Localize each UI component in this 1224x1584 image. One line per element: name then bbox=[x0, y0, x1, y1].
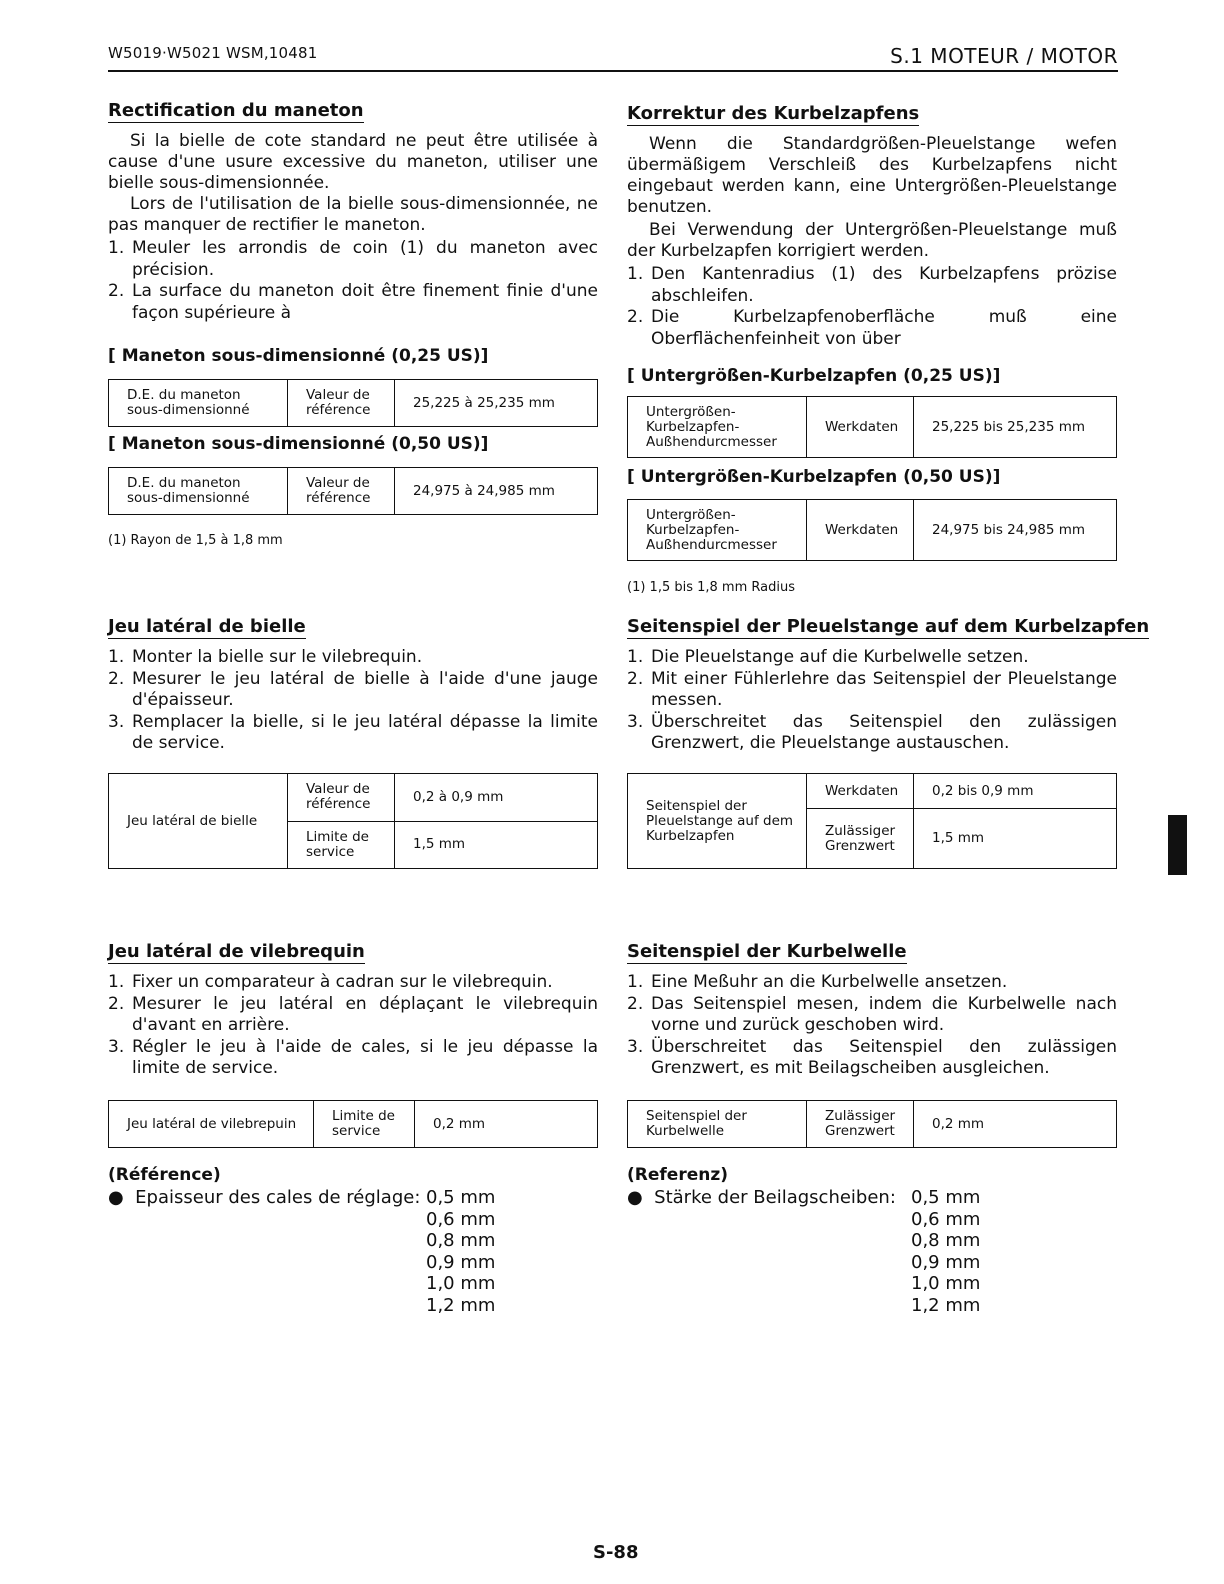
table-cell: Jeu latéral de bielle bbox=[109, 774, 288, 869]
de-crankpin-para1: Wenn die Standardgrößen-Pleuelstange wefen übermäßigem Verschleiß des Kurbelzapfens nicht eingebaut werden kann, eine Untergrößen-Pleuelstange benutzen. bbox=[627, 134, 1117, 217]
de-shim-values bbox=[911, 1187, 980, 1316]
de-shim-list bbox=[627, 1187, 1117, 1327]
fr-table-050 bbox=[108, 467, 598, 515]
fr-crankpin-para2: Lors de l'utilisation de la bielle sous-dimensionnée, ne pas manquer de rectifier le maneton. bbox=[108, 194, 598, 235]
de-table-025-wrap bbox=[627, 396, 1117, 458]
shim-value: 1,2 mm bbox=[426, 1294, 496, 1316]
table-cell: Werkdaten bbox=[807, 397, 914, 458]
header-rule bbox=[108, 70, 1118, 72]
fr-rod-side-table-wrap bbox=[108, 773, 598, 869]
fr-crankpin-steps bbox=[108, 238, 598, 324]
table-cell: 25,225 bis 25,235 mm bbox=[914, 397, 1117, 458]
table-cell: Valeur de référence bbox=[288, 774, 395, 822]
shim-value: 0,5 mm bbox=[426, 1187, 496, 1208]
de-section-crankpin bbox=[627, 103, 1117, 350]
table-cell: Limite de service bbox=[288, 821, 395, 869]
de-footnote: (1) 1,5 bis 1,8 mm Radius bbox=[627, 580, 795, 595]
list-item: 2. La surface du maneton doit être finement finie d'une façon supérieure à bbox=[108, 281, 598, 323]
list-item: 3. Remplacer la bielle, si le jeu latéral dépasse la limite de service. bbox=[108, 711, 598, 753]
table-cell: 0,2 mm bbox=[914, 1101, 1117, 1148]
table-cell: Untergrößen-Kurbelzapfen-Außhendurcmesser bbox=[628, 500, 807, 561]
table-cell: 25,225 à 25,235 mm bbox=[395, 380, 598, 427]
table-cell: Seitenspiel der Pleuelstange auf dem Kurbelzapfen bbox=[628, 774, 807, 869]
de-shim-label: Stärke der Beilagscheiben: bbox=[654, 1187, 896, 1208]
list-item: 1. Den Kantenradius (1) des Kurbelzapfens prözise abschleifen. bbox=[627, 264, 1117, 306]
de-crank-side-steps bbox=[627, 972, 1117, 1080]
section-title: S.1 MOTEUR / MOTOR bbox=[890, 44, 1118, 68]
fr-crank-side-title: Jeu latéral de vilebrequin bbox=[108, 941, 365, 962]
table-cell: Zulässiger Grenzwert bbox=[807, 809, 914, 869]
fr-crank-side-table bbox=[108, 1100, 598, 1148]
fr-table-025-wrap bbox=[108, 379, 598, 427]
shim-value: 0,8 mm bbox=[426, 1230, 496, 1251]
table-cell: Seitenspiel der Kurbelwelle bbox=[628, 1101, 807, 1148]
shim-value: 0,8 mm bbox=[911, 1230, 981, 1251]
chapter-tab-marker bbox=[1168, 815, 1187, 875]
list-item: 2. Mesurer le jeu latéral de bielle à l'aide d'une jauge d'épaisseur. bbox=[108, 668, 598, 710]
de-section-crank-side bbox=[627, 941, 1117, 1080]
fr-shim-list bbox=[108, 1187, 598, 1327]
bullet-icon: ● bbox=[627, 1187, 643, 1208]
table-cell: 24,975 bis 24,985 mm bbox=[914, 500, 1117, 561]
table-cell: 1,5 mm bbox=[914, 809, 1117, 869]
de-rod-side-table bbox=[627, 773, 1117, 869]
de-crankpin-para2: Bei Verwendung der Untergrößen-Pleuelstange muß der Kurbelzapfen korrigiert werden. bbox=[627, 220, 1117, 261]
table-cell: Werkdaten bbox=[807, 774, 914, 809]
fr-section-rod-side bbox=[108, 616, 598, 755]
doc-code: W5019·W5021 WSM,10481 bbox=[108, 44, 318, 62]
de-undersize-025 bbox=[627, 366, 1117, 386]
de-reference bbox=[627, 1165, 1117, 1327]
list-item: 2. Mesurer le jeu latéral en déplaçant le vilebrequin d'avant en arrière. bbox=[108, 993, 598, 1035]
fr-sub-025: [ Maneton sous-dimensionné (0,25 US)] bbox=[108, 346, 489, 366]
shim-value: 0,9 mm bbox=[911, 1251, 981, 1273]
fr-reference bbox=[108, 1165, 598, 1327]
list-item: 3. Überschreitet das Seitenspiel den zulässigen Grenzwert, die Pleuelstange austauschen. bbox=[627, 711, 1117, 753]
table-cell: Untergrößen-Kurbelzapfen-Außhendurcmesser bbox=[628, 397, 807, 458]
fr-shim-label: Epaisseur des cales de réglage: bbox=[135, 1187, 421, 1208]
de-crank-side-table bbox=[627, 1100, 1117, 1148]
de-reference-title: (Referenz) bbox=[627, 1165, 728, 1185]
de-crankpin-steps bbox=[627, 264, 1117, 350]
list-item: 2. Mit einer Fühlerlehre das Seitenspiel der Pleuelstange messen. bbox=[627, 668, 1117, 710]
table-cell: 0,2 à 0,9 mm bbox=[395, 774, 598, 822]
list-item: 1. Monter la bielle sur le vilebrequin. bbox=[108, 647, 423, 667]
list-item: 1. Eine Meßuhr an die Kurbelwelle ansetzen. bbox=[627, 972, 1008, 992]
table-cell: Valeur de référence bbox=[288, 468, 395, 515]
shim-value: 1,0 mm bbox=[426, 1273, 496, 1294]
de-rod-side-table-wrap bbox=[627, 773, 1117, 869]
list-item: 3. Überschreitet das Seitenspiel den zulässigen Grenzwert, es mit Beilagscheiben ausgleichen. bbox=[627, 1036, 1117, 1078]
table-cell: 0,2 bis 0,9 mm bbox=[914, 774, 1117, 809]
de-crankpin-title: Korrektur des Kurbelzapfens bbox=[627, 103, 920, 124]
fr-undersize-050 bbox=[108, 434, 598, 454]
de-shim-label-row bbox=[627, 1187, 896, 1209]
fr-crankpin-para1: Si la bielle de cote standard ne peut être utilisée à cause d'une usure excessive du maneton, utiliser une bielle sous-dimensionnée. bbox=[108, 131, 598, 193]
fr-rod-side-steps bbox=[108, 647, 598, 755]
list-item: 2. Die Kurbelzapfenoberfläche muß eine Oberflächenfeinheit von über bbox=[627, 307, 1117, 349]
table-cell: Werkdaten bbox=[807, 500, 914, 561]
fr-undersize-025 bbox=[108, 346, 598, 366]
de-sub-025: [ Untergrößen-Kurbelzapfen (0,25 US)] bbox=[627, 366, 1001, 386]
list-item: 1. Die Pleuelstange auf die Kurbelwelle setzen. bbox=[627, 647, 1029, 667]
fr-reference-title: (Référence) bbox=[108, 1165, 221, 1185]
de-table-050-wrap bbox=[627, 499, 1117, 561]
list-item: 2. Das Seitenspiel mesen, indem die Kurbelwelle nach vorne und zurück geschoben wird. bbox=[627, 993, 1117, 1035]
de-table-025 bbox=[627, 396, 1117, 458]
table-cell: Zulässiger Grenzwert bbox=[807, 1101, 914, 1148]
fr-table-025 bbox=[108, 379, 598, 427]
shim-value: 1,0 mm bbox=[911, 1273, 981, 1294]
de-crank-side-title: Seitenspiel der Kurbelwelle bbox=[627, 941, 907, 962]
fr-table-050-wrap bbox=[108, 467, 598, 515]
de-crank-side-table-wrap bbox=[627, 1100, 1117, 1148]
fr-crank-side-table-wrap bbox=[108, 1100, 598, 1148]
table-cell: D.E. du maneton sous-dimensionné bbox=[109, 468, 288, 515]
shim-value: 0,9 mm bbox=[426, 1251, 496, 1273]
table-cell: 24,975 à 24,985 mm bbox=[395, 468, 598, 515]
bullet-icon: ● bbox=[108, 1187, 124, 1208]
list-item: 1. Fixer un comparateur à cadran sur le vilebrequin. bbox=[108, 972, 553, 992]
table-cell: 0,2 mm bbox=[415, 1101, 598, 1148]
de-table-050 bbox=[627, 499, 1117, 561]
fr-shim-values bbox=[426, 1187, 495, 1316]
fr-rod-side-title: Jeu latéral de bielle bbox=[108, 616, 306, 637]
fr-crankpin-title: Rectification du maneton bbox=[108, 100, 364, 121]
shim-value: 0,5 mm bbox=[911, 1187, 981, 1208]
fr-section-crankpin bbox=[108, 100, 598, 324]
de-section-rod-side bbox=[627, 616, 1150, 755]
de-rod-side-steps bbox=[627, 647, 1117, 755]
page-number: S-88 bbox=[593, 1542, 639, 1563]
fr-sub-050: [ Maneton sous-dimensionné (0,50 US)] bbox=[108, 434, 489, 454]
fr-footnote: (1) Rayon de 1,5 à 1,8 mm bbox=[108, 533, 283, 548]
table-cell: Jeu latéral de vilebrepuin bbox=[109, 1101, 314, 1148]
list-item: 1. Meuler les arrondis de coin (1) du maneton avec précision. bbox=[108, 238, 598, 280]
de-sub-050: [ Untergrößen-Kurbelzapfen (0,50 US)] bbox=[627, 467, 1001, 487]
de-rod-side-title: Seitenspiel der Pleuelstange auf dem Kurbelzapfen bbox=[627, 616, 1150, 637]
shim-value: 0,6 mm bbox=[911, 1208, 981, 1230]
fr-section-crank-side bbox=[108, 941, 598, 1080]
de-undersize-050 bbox=[627, 467, 1117, 487]
table-cell: Valeur de référence bbox=[288, 380, 395, 427]
shim-value: 0,6 mm bbox=[426, 1208, 496, 1230]
fr-crank-side-steps bbox=[108, 972, 598, 1080]
fr-rod-side-table bbox=[108, 773, 598, 869]
fr-shim-label-row bbox=[108, 1187, 420, 1209]
table-cell: D.E. du maneton sous-dimensionné bbox=[109, 380, 288, 427]
shim-value: 1,2 mm bbox=[911, 1294, 981, 1316]
table-cell: Limite de service bbox=[314, 1101, 415, 1148]
list-item: 3. Régler le jeu à l'aide de cales, si le jeu dépasse la limite de service. bbox=[108, 1036, 598, 1078]
table-cell: 1,5 mm bbox=[395, 821, 598, 869]
